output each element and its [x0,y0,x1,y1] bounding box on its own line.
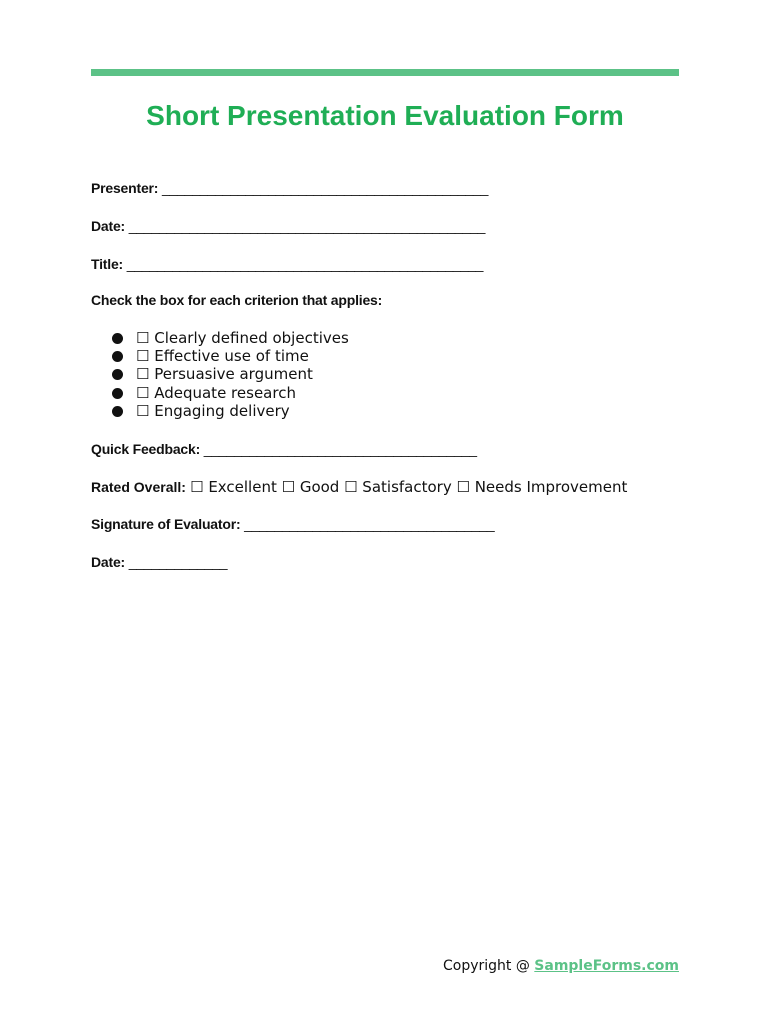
criterion-text: ☐ Engaging delivery [136,401,290,420]
date2-line[interactable]: _____________ [128,554,228,570]
feedback-line[interactable]: ____________________________________ [203,441,477,457]
criterion-text: ☐ Effective use of time [136,347,309,366]
signature-label: Signature of Evaluator: [91,516,241,532]
top-accent-bar [91,69,679,76]
feedback-field[interactable] [91,441,477,457]
criterion-item[interactable] [112,402,349,420]
rated-overall-field[interactable] [91,478,627,496]
signature-field[interactable] [91,516,494,532]
criterion-item[interactable] [112,365,349,383]
criteria-list [112,329,349,420]
bullet-icon [112,388,123,399]
criterion-text: ☐ Clearly defined objectives [136,329,349,347]
title-line[interactable]: _______________________________________________ [126,256,484,272]
date2-label: Date: [91,554,126,570]
page-title: Short Presentation Evaluation Form [146,100,624,131]
criterion-item[interactable] [112,329,349,347]
presenter-label: Presenter: [91,180,159,196]
title-field[interactable] [91,256,483,272]
brand-link[interactable]: SampleForms.com [534,958,679,974]
criterion-text: ☐ Persuasive argument [136,365,313,384]
bullet-icon [112,369,123,380]
copyright-footer [443,958,679,974]
rated-options[interactable]: ☐ Excellent ☐ Good ☐ Satisfactory ☐ Needs Improvement [190,478,628,496]
title-label: Title: [91,256,123,272]
presenter-field[interactable] [91,180,488,196]
copyright-text: Copyright @ [442,958,535,974]
date-field[interactable] [91,218,485,234]
presenter-line[interactable]: ___________________________________________ [161,180,489,196]
feedback-label: Quick Feedback: [91,441,201,457]
signature-line[interactable]: _________________________________ [244,516,495,532]
date-label: Date: [91,218,126,234]
bullet-icon [112,333,123,344]
rated-label: Rated Overall: [91,479,186,495]
date-line[interactable]: _______________________________________________ [128,218,486,234]
criterion-text: ☐ Adequate research [136,383,296,402]
bullet-icon [112,406,123,417]
criteria-prompt: Check the box for each criterion that applies: [91,292,383,308]
date2-field[interactable] [91,554,227,570]
bullet-icon [112,351,123,362]
criterion-item[interactable] [112,347,349,365]
criterion-item[interactable] [112,384,349,402]
